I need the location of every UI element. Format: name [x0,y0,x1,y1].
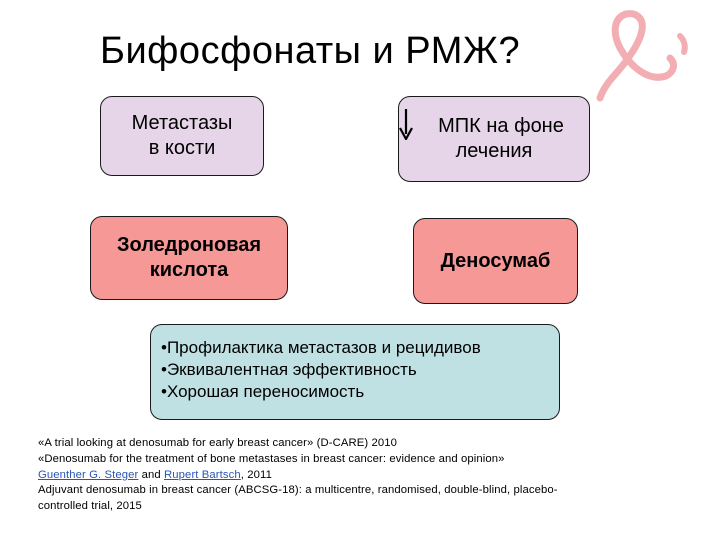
bone-metastases-line1: Метастазы [131,112,233,134]
author-link-steger[interactable]: Guenther G. Steger [38,468,139,481]
bmd-treatment-box [398,96,590,182]
effect-item: •Хорошая переносимость [161,382,365,401]
effects-box [150,324,560,420]
reference-line: «A trial looking at denosumab for early breast cancer» (D-CARE) 2010 [38,437,398,449]
author-link-bartsch[interactable]: Rupert Bartsch [164,468,241,481]
zoledronic-acid-line2: кислота [149,259,229,281]
reference-year: , 2011 [240,468,272,481]
down-arrow-icon [399,108,413,140]
slide-title: Бифосфонаты и РМЖ? [100,30,521,72]
bone-metastases-box [100,96,264,176]
zoledronic-acid-line1: Золедроновая [116,234,262,256]
reference-line: «Denosumab for the treatment of bone metastases in breast cancer: evidence and opinion» [38,452,505,465]
reference-line: controlled trial, 2015 [38,500,142,513]
denosumab-box [413,218,578,304]
zoledronic-acid-box [90,216,288,300]
bmd-treatment-line2: лечения [455,140,533,162]
effect-item: •Профилактика метастазов и рецидивов [161,338,481,357]
reference-line: Adjuvant denosumab in breast cancer (ABCSG-18): a multicentre, randomised, double-blind, placebo- [38,484,558,497]
denosumab-label: Деносумаб [440,249,551,272]
bone-metastases-line2: в кости [148,137,216,159]
bmd-treatment-line1: МПК на фоне [438,115,564,137]
references [38,436,698,515]
reference-and: and [138,468,165,481]
reference-authors-line [38,468,698,484]
pink-ribbon-icon [596,10,692,106]
effect-item: •Эквивалентная эффективность [161,360,417,379]
